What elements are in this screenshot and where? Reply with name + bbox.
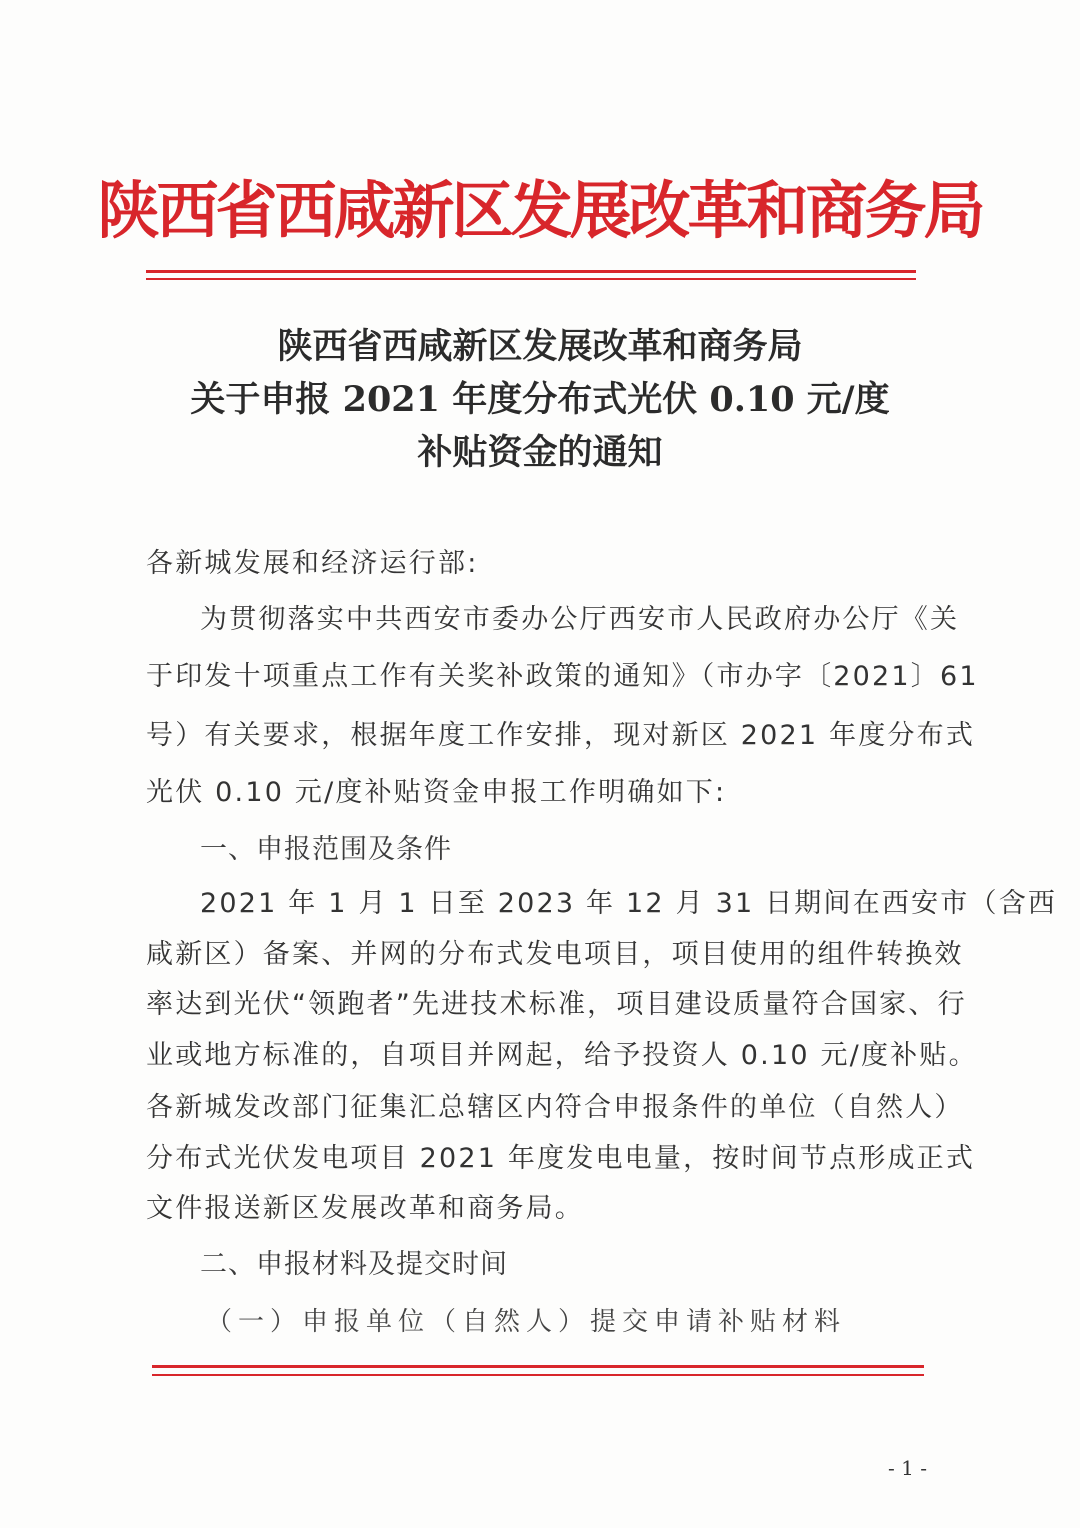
notice-title-line-1: 陕西省西咸新区发展改革和商务局 [277, 326, 803, 367]
notice-title-line-3: 补贴资金的通知 [417, 432, 663, 473]
letterhead-rule-thick [146, 270, 916, 273]
letterhead-rule-thin [146, 278, 916, 280]
section-1-heading: 一、申报范围及条件 [200, 834, 452, 865]
paragraph-1-line-3: 号）有关要求，根据年度工作安排，现对新区 2021 年度分布式 [146, 720, 976, 751]
paragraph-2-line-3: 率达到光伏“领跑者”先进技术标准，项目建设质量符合国家、行 [146, 989, 967, 1020]
section-2-heading: 二、申报材料及提交时间 [200, 1249, 508, 1280]
paragraph-2-line-6: 分布式光伏发电项目 2021 年度发电电量，按时间节点形成正式 [146, 1143, 976, 1174]
footer-rule-thick [152, 1365, 924, 1368]
page-number: - 1 - [888, 1456, 927, 1480]
paragraph-2-line-5: 各新城发改部门征集汇总辖区内符合申报条件的单位（自然人） [146, 1092, 964, 1123]
paragraph-2-line-7: 文件报送新区发展改革和商务局。 [146, 1193, 584, 1224]
paragraph-2-line-2: 咸新区）备案、并网的分布式发电项目，项目使用的组件转换效 [146, 939, 964, 970]
paragraph-2-line-4: 业或地方标准的，自项目并网起，给予投资人 0.10 元/度补贴。 [146, 1040, 978, 1071]
letterhead-title: 陕西省西咸新区发展改革和商务局 [97, 174, 983, 247]
paragraph-1-line-4: 光伏 0.10 元/度补贴资金申报工作明确如下: [146, 777, 727, 808]
paragraph-1-line-2: 于印发十项重点工作有关奖补政策的通知》（市办字〔2021〕61 [146, 661, 979, 692]
salutation: 各新城发展和经济运行部: [146, 548, 479, 579]
notice-title-line-2: 关于申报 2021 年度分布式光伏 0.10 元/度 [190, 379, 890, 420]
footer-rule-thin [152, 1374, 924, 1376]
paragraph-1-line-1: 为贯彻落实中共西安市委办公厅西安市人民政府办公厅《关 [200, 604, 960, 635]
subsection-1-heading: （一）申报单位（自然人）提交申请补贴材料 [206, 1307, 847, 1337]
paragraph-2-line-1: 2021 年 1 月 1 日至 2023 年 12 月 31 日期间在西安市（含西 [200, 888, 1058, 919]
